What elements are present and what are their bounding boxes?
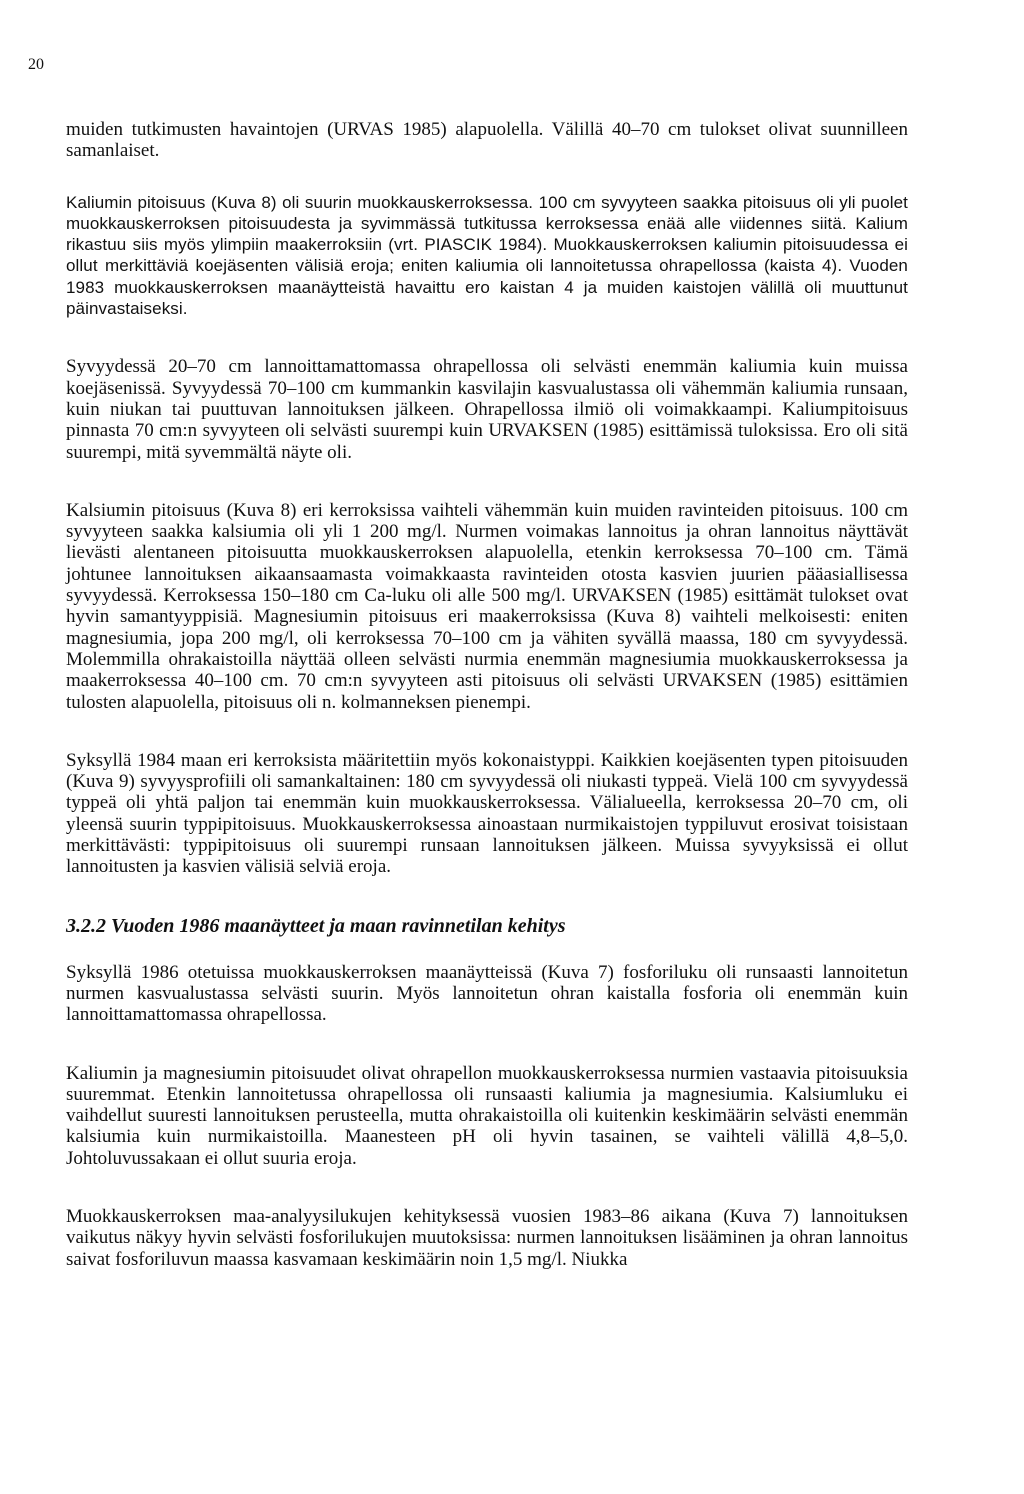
- paragraph-kalium: Kaliumin pitoisuus (Kuva 8) oli suurin muokkauskerroksessa. 100 cm syvyyteen saakka pitoisuus oli yli puolet muokkauskerroksen pitoisuudesta ja syvimmässä tutkitussa kerroksessa enää alle viidennes siitä. Kalium rikastuu siis myös ylimpiin maakerroksiin (vrt. PIASCIK 1984). Muokkauskerroksen kaliumin pitoisuudessa ei ollut merkittäviä koejäsenten välisiä eroja; eniten kaliumia oli lannoitetussa ohrapellossa (kaista 4). Vuoden 1983 muokkauskerroksen maanäytteistä havaittu ero kaistan 4 ja muiden kaistojen välillä oli muuttunut päinvastaiseksi.: [66, 192, 908, 319]
- body-text: [66, 119, 908, 1270]
- section-heading: 3.2.2 Vuoden 1986 maanäytteet ja maan ravinnetilan kehitys: [66, 914, 566, 937]
- paragraph-nitrogen: Syksyllä 1984 maan eri kerroksista määritettiin myös kokonaistyppi. Kaikkien koejäsenten typen pitoisuuden (Kuva 9) syvyysprofiili oli samankaltainen: 180 cm syvyydessä oli niukasti typpeä. Vielä 100 cm syvyydessä typpeä oli yhtä paljon tai enemmän kuin muokkauskerroksessa. Välialueella, kerroksessa 20–70 cm, oli yleensä suurin typpipitoisuus. Muokkauskerroksessa ainoastaan nurmikaistojen typpiluvut erosivat toisistaan merkittävästi: typpipitoisuus oli suurempi runsaan lannoituksen jälkeen. Muissa syvyyksissä ei ollut lannoitusten ja kasvien välisiä selviä eroja.: [66, 749, 908, 878]
- paragraph-development-1983-86: Muokkauskerroksen maa-analyysilukujen kehityksessä vuosien 1983–86 aikana (Kuva 7) lannoituksen vaikutus näkyy hyvin selvästi fosforilukujen muutoksissa: nurmen lannoituksen lisääminen ja ohran lannoitus saivat fosforiluvun maassa kasvamaan keskimäärin noin 1,5 mg/l. Niukka: [66, 1205, 908, 1270]
- paragraph-phosphorus-1986: Syksyllä 1986 otetuissa muokkauskerroksen maanäytteissä (Kuva 7) fosforiluku oli runsaasti lannoitetun nurmen kasvualustassa selvästi suurin. Myös lannoitetun ohran kaistalla fosforia oli enemmän kuin lannoittamattomassa ohrapellossa.: [66, 961, 908, 1026]
- paragraph-kalium-depth: Syvyydessä 20–70 cm lannoittamattomassa ohrapellossa oli selvästi enemmän kaliumia kuin muissa koejäsenissä. Syvyydessä 70–100 cm kummankin kasvilajin kasvualustassa oli vähemmän kaliumia runsaan, kuin niukan tai puuttuvan lannoituksen jälkeen. Ohrapellossa ilmiö oli voimakkaampi. Kaliumpitoisuus pinnasta 70 cm:n syvyyteen oli selvästi suurempi kuin URVAKSEN (1985) esittämissä tuloksissa. Ero oli sitä suurempi, mitä syvemmältä näyte oli.: [66, 356, 908, 463]
- paragraph-kalsium-magnesium: Kalsiumin pitoisuus (Kuva 8) eri kerroksissa vaihteli vähemmän kuin muiden ravinteiden pitoisuus. 100 cm syvyyteen saakka kalsiumia oli yli 1 200 mg/l. Nurmen voimakas lannoitus ja ohran lannoitus näyttävät lievästi alentaneen pitoisuutta muokkauskerroksen alapuolella, etenkin kerroksessa 70–100 cm. Tämä johtunee lannoituksen aikaansaamasta voimakkaasta ravinteiden otosta kasvien juurien pääasiallisessa syvyydessä. Kerroksessa 150–180 cm Ca-luku oli alle 500 mg/l. URVAKSEN (1985) esittämät tulokset ovat hyvin samantyyppisiä. Magnesiumin pitoisuus eri maakerroksissa (Kuva 8) vaihteli melkoisesti: eniten magnesiumia, jopa 200 mg/l, oli kerroksessa 70–100 cm ja vähiten syvällä maassa, 180 cm syvyydessä. Molemmilla ohrakaistoilla näyttää olleen selvästi nurmia enemmän magnesiumia muokkauskerroksessa ja maakerroksessa 40–100 cm. 70 cm:n syvyyteen asti pitoisuus oli selvästi URVAKSEN (1985) esittämien tulosten alapuolella, pitoisuus oli n. kolmanneksen pienempi.: [66, 499, 908, 713]
- paragraph-kalium-magnesium-1986: Kaliumin ja magnesiumin pitoisuudet olivat ohrapellon muokkauskerroksessa nurmien vastaavia pitoisuuksia suuremmat. Etenkin lannoitetussa ohrapellossa oli runsaasti kaliumia ja magnesiumia. Kalsiumluku ei vaihdellut suuresti lannoituksen perusteella, mutta ohrakaistoilla oli kuitenkin keskimäärin selvästi enemmän kalsiumia kuin nurmikaistoilla. Maanesteen pH oli hyvin tasainen, se vaihteli välillä 4,8–5,0. Johtoluvussakaan ei ollut suuria eroja.: [66, 1062, 908, 1169]
- paragraph-continuation: muiden tutkimusten havaintojen (URVAS 1985) alapuolella. Välillä 40–70 cm tulokset olivat suunnilleen samanlaiset.: [66, 119, 908, 162]
- page-number: 20: [28, 56, 44, 73]
